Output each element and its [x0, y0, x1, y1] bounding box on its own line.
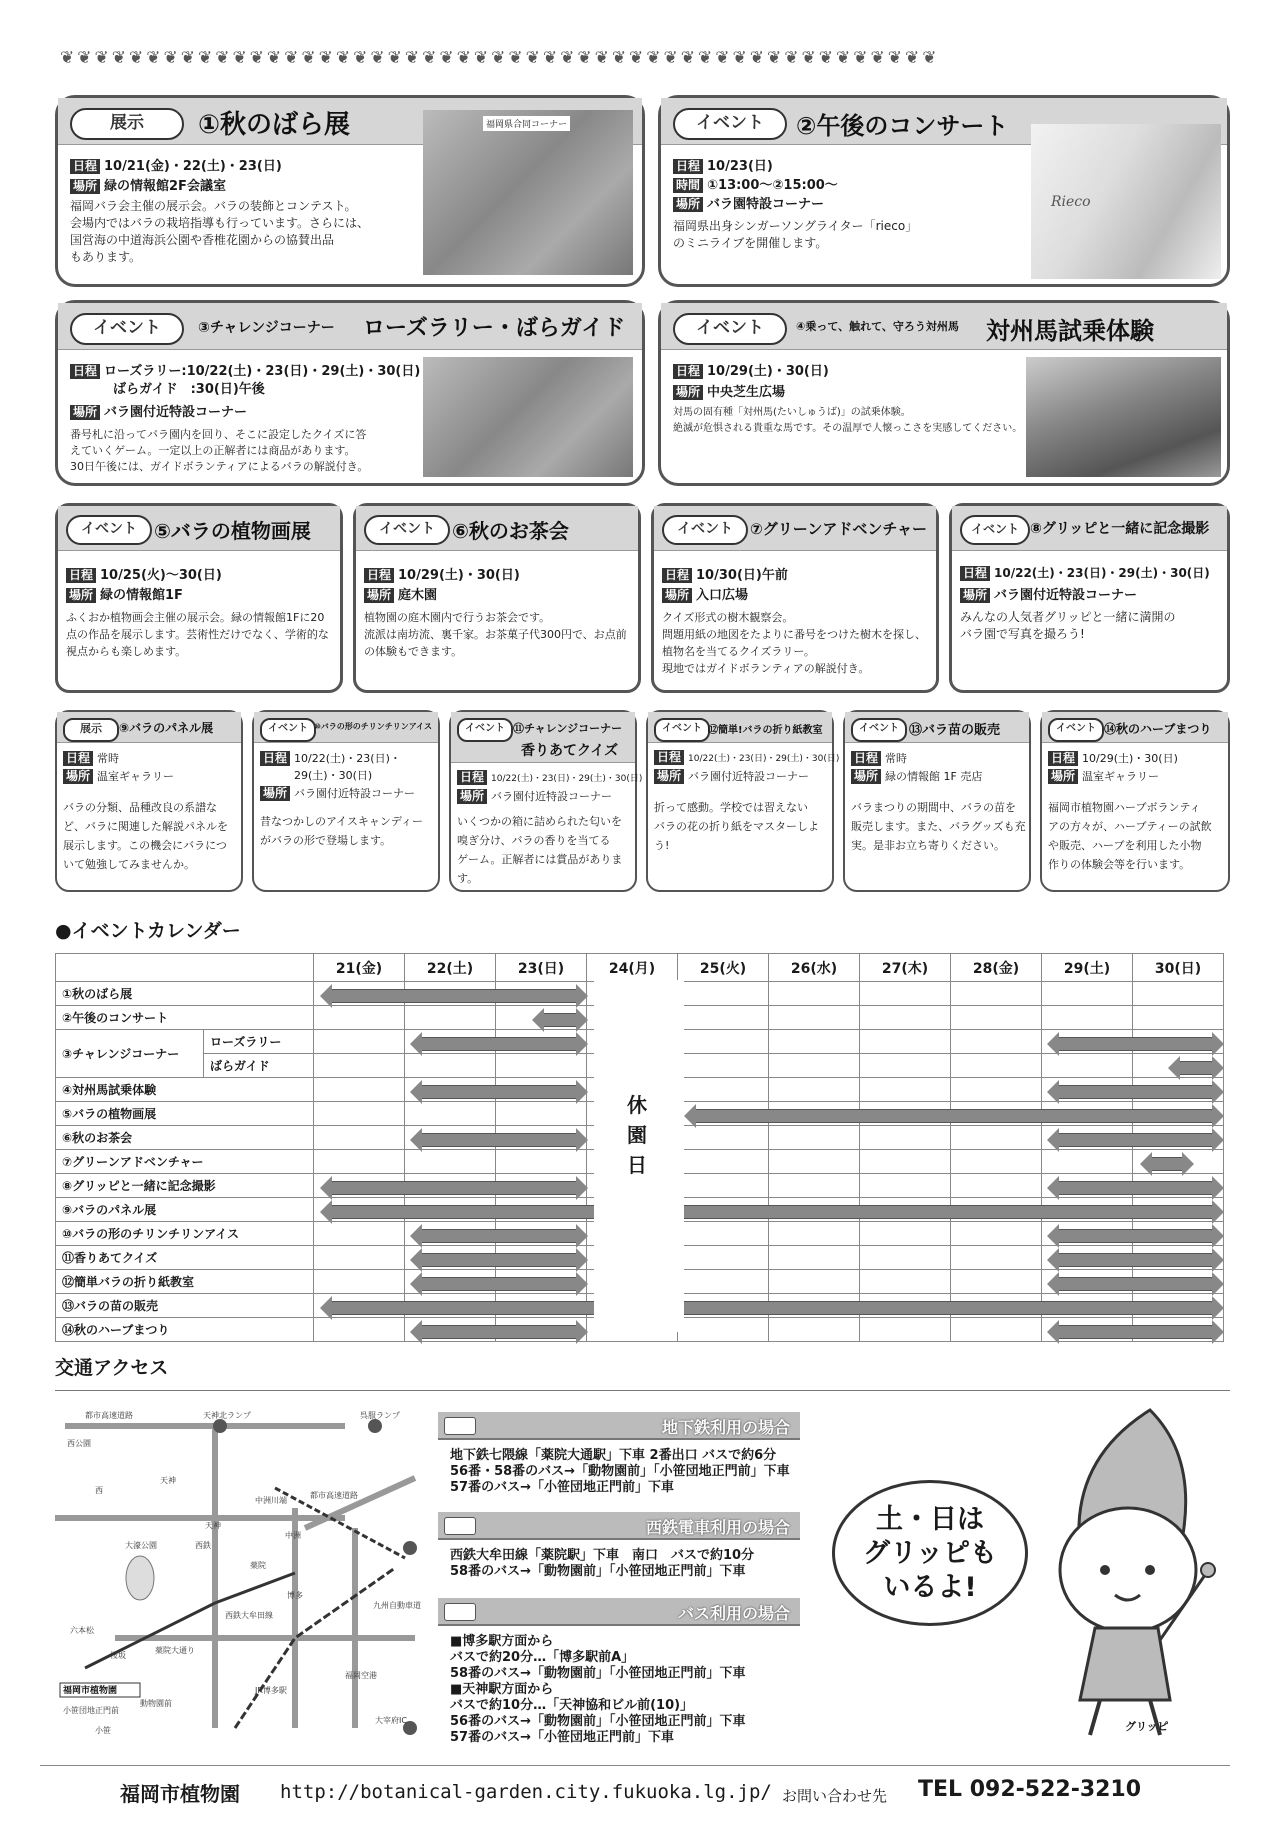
label-place: 場所 — [70, 405, 100, 420]
map-label: 大濠公園 — [125, 1541, 157, 1550]
span-arrow — [1059, 1181, 1212, 1195]
event-date: 10/22(土)・23(日)・ — [294, 752, 401, 765]
event-card-panel-exhibit — [55, 710, 243, 892]
event-tag: イベント — [960, 515, 1030, 545]
event-place: バラ園付近特設コーナー — [688, 770, 810, 783]
day-header: 22(土) — [405, 954, 496, 982]
map-label: 都市高速道路 — [85, 1411, 133, 1420]
event-card-rose-ice — [252, 710, 440, 892]
desc-line: う! — [654, 839, 670, 852]
label-date: 日程 — [260, 751, 290, 766]
desc-line: 作りの体験会等を行います。 — [1048, 858, 1191, 871]
calendar-row-label: ⑩バラの形のチリンチリンアイス — [56, 1222, 314, 1246]
footer-org: 福岡市植物園 — [120, 1782, 240, 1806]
event-title: 対州馬試乗体験 — [986, 317, 1154, 345]
span-arrow — [332, 989, 576, 1003]
closed-day-column — [594, 980, 684, 1332]
label-place: 場所 — [364, 588, 394, 603]
span-arrow — [696, 1109, 1212, 1123]
event-card-autumn-rose-exhibit — [55, 95, 645, 287]
map-label: 西 — [95, 1486, 103, 1495]
band-title: 西鉄電車利用の場合 — [645, 1518, 790, 1537]
map-label: JR博多駅 — [255, 1686, 287, 1695]
band-title: 地下鉄利用の場合 — [661, 1418, 790, 1437]
label-time: 時間 — [673, 178, 703, 193]
event-date: 10/25(火)〜30(日) — [100, 568, 222, 583]
span-arrow — [332, 1301, 1212, 1315]
calendar-row-label: ⑤バラの植物画展 — [56, 1102, 314, 1126]
desc-line: 昔なつかしのアイスキャンディー — [260, 815, 424, 828]
event-place: 緑の情報館2F会議室 — [104, 179, 226, 194]
access-line: ■天神駅方面から — [450, 1682, 554, 1697]
event-card-herb-festival — [1040, 710, 1230, 892]
map-label: 大宰府IC — [375, 1716, 407, 1725]
band-title: バス利用の場合 — [677, 1604, 790, 1623]
event-tag: イベント — [1048, 718, 1104, 742]
desc-line: 30日午後には、ガイドボランティアによるバラの解説付き。 — [70, 460, 369, 473]
map-label: 薬院大通り — [155, 1646, 195, 1655]
band-subway — [438, 1412, 800, 1440]
calendar-row-label: ③チャレンジコーナー — [56, 1030, 204, 1078]
day-header: 26(水) — [769, 954, 860, 982]
access-map — [55, 1408, 421, 1738]
desc-line: 福岡市植物園ハーブボランティ — [1048, 801, 1201, 814]
label-place: 場所 — [673, 197, 703, 212]
day-header: 28(金) — [951, 954, 1042, 982]
desc-line: 番号札に沿ってバラ園内を回り、そこに設定したクイズに答 — [70, 428, 367, 441]
event-place: バラ園付近特設コーナー — [994, 588, 1138, 603]
desc-line: バラの花の折り紙をマスターしよ — [654, 820, 819, 833]
label-date: 日程 — [70, 159, 100, 174]
event-tag: イベント — [457, 718, 513, 742]
event-place: 緑の情報館 1F 売店 — [885, 770, 983, 783]
access-heading: 交通アクセス — [55, 1357, 169, 1379]
label-date: 日程 — [364, 568, 394, 583]
label-date: 日程 — [960, 566, 990, 581]
map-label: 福岡空港 — [345, 1671, 377, 1680]
desc-line: ふくおか植物画会主催の展示会。緑の情報館1Fに20 — [66, 611, 325, 624]
event-date: 10/29(土)・30(日) — [398, 568, 520, 583]
desc-line: えていくゲーム。一定以上の正解者には商品があります。 — [70, 444, 356, 457]
event-tag: イベント — [260, 718, 316, 742]
event-tag: イベント — [364, 515, 450, 545]
access-line: 56番・58番のバス→「動物園前」「小笹団地正門前」下車 — [450, 1464, 790, 1479]
map-label: 小笹 — [95, 1726, 111, 1735]
desc-line: 点の作品を展示します。芸術性だけでなく、学術的な — [66, 628, 329, 641]
band-bus — [438, 1598, 800, 1626]
span-arrow — [422, 1325, 576, 1339]
map-label: 天神 — [160, 1476, 176, 1485]
calendar-row-label: ⑭秋のハーブまつり — [56, 1318, 314, 1342]
calendar-row-label: ⑨バラのパネル展 — [56, 1198, 314, 1222]
photo-rose-rally — [423, 357, 633, 477]
event-place: バラ園付近特設コーナー — [491, 790, 613, 803]
event-date: 10/30(日)午前 — [696, 568, 788, 583]
label-place: 場所 — [960, 588, 990, 603]
calendar-row-label: ⑫簡単バラの折り紙教室 — [56, 1270, 314, 1294]
span-arrow — [1059, 1253, 1212, 1267]
desc-line: 販売します。また、バラグッズも充 — [851, 820, 1026, 833]
access-line: 西鉄大牟田線「薬院駅」下車 南口 バスで約10分 — [450, 1548, 755, 1563]
span-arrow — [1059, 1085, 1212, 1099]
event-tag: イベント — [673, 108, 787, 140]
label-date: 日程 — [851, 751, 881, 766]
subway-icon — [444, 1417, 476, 1435]
span-arrow — [422, 1133, 576, 1147]
span-arrow — [332, 1205, 1212, 1219]
event-title-2: 香りあてクイズ — [521, 743, 619, 759]
event-card-green-adventure — [651, 503, 939, 693]
calendar-row-label: ④対州馬試乗体験 — [56, 1078, 314, 1102]
map-label: 桜坂 — [110, 1651, 126, 1660]
span-arrow — [1059, 1277, 1212, 1291]
desc-line: 対馬の固有種「対州馬(たいしゅうば)」の試乗体験。 — [673, 407, 911, 418]
desc-line: バラ園で写真を撮ろう! — [960, 627, 1085, 641]
label-place: 場所 — [70, 179, 100, 194]
event-title: ⑥秋のお茶会 — [452, 519, 569, 543]
bus-icon — [444, 1603, 476, 1621]
map-label-garden: 福岡市植物園 — [63, 1686, 118, 1696]
span-arrow — [1059, 1133, 1212, 1147]
footer-contact-label: お問い合わせ先 — [782, 1787, 888, 1805]
span-arrow — [1059, 1229, 1212, 1243]
label-date: 日程 — [70, 364, 100, 379]
label-place: 場所 — [457, 789, 487, 804]
event-card-botanical-art — [55, 503, 343, 693]
label-place: 場所 — [654, 769, 684, 784]
event-card-photo-with-grippy — [949, 503, 1230, 693]
label-place: 場所 — [673, 385, 703, 400]
decorative-border: ❦❦❦❦❦❦❦❦❦❦❦❦❦❦❦❦❦❦❦❦❦❦❦❦❦❦❦❦❦❦❦❦❦❦❦❦❦❦❦❦❦❦❦❦❦❦❦❦❦❦❦ — [60, 48, 940, 68]
band-nishitetsu — [438, 1512, 800, 1540]
map-label: 小笹団地正門前 — [63, 1706, 119, 1715]
event-card-origami — [646, 710, 840, 892]
event-card-tea-party — [353, 503, 641, 693]
desc-line: のミニライブを開催します。 — [673, 236, 828, 250]
span-arrow — [1180, 1061, 1212, 1075]
label-date: 日程 — [662, 568, 692, 583]
map-label: 天神 — [205, 1521, 221, 1530]
grippy-mascot-icon — [1010, 1400, 1220, 1745]
closed-day-label: 休園日 — [627, 1093, 647, 1177]
desc-line: 絶滅が危惧される貴重な馬です。その温厚で人懐っこさを実感してください。 — [673, 423, 1023, 434]
event-date-guide: ばらガイド :30(日)午後 — [113, 382, 265, 397]
access-line: 58番のバス→「動物園前」「小笹団地正門前」下車 — [450, 1564, 746, 1579]
event-tag: イベント — [673, 313, 787, 345]
span-arrow — [422, 1277, 576, 1291]
footer-url-link[interactable]: http://botanical-garden.city.fukuoka.lg.jp/ — [280, 1781, 772, 1803]
speech-bubble — [832, 1480, 1028, 1626]
desc-line: 国営海の中道海浜公園や香椎花園からの協賛出品 — [70, 233, 335, 247]
event-tag: イベント — [654, 718, 710, 742]
event-date: 10/29(土)・30(日) — [707, 364, 829, 379]
event-date: 常時 — [885, 752, 908, 765]
desc-line: いくつかの箱に詰められた匂いを — [457, 815, 622, 828]
desc-line: や販売、ハーブを利用した小物 — [1048, 839, 1202, 852]
span-arrow — [544, 1013, 576, 1027]
span-arrow — [1152, 1157, 1182, 1171]
event-place: 緑の情報館1F — [100, 588, 183, 603]
calendar-row-label: ⑪香りあてクイズ — [56, 1246, 314, 1270]
calendar-row-label: ②午後のコンサート — [56, 1006, 314, 1030]
map-label: 九州自動車道 — [373, 1601, 421, 1610]
event-card-afternoon-concert — [658, 95, 1230, 287]
event-time: ①13:00〜②15:00〜 — [707, 178, 838, 193]
desc-line: 福岡県出身シンガーソングライター「rieco」 — [673, 219, 918, 233]
event-title: ⑩バラの形のチリンチリンアイス — [314, 722, 432, 731]
event-title: ⑪チャレンジコーナー — [513, 722, 623, 735]
day-header: 23(日) — [496, 954, 587, 982]
access-text — [450, 1548, 754, 1580]
train-icon — [444, 1517, 476, 1535]
map-label: 西鉄大牟田線 — [225, 1611, 273, 1620]
map-label: 西公園 — [67, 1439, 91, 1448]
event-place: 庭木園 — [398, 588, 438, 603]
bubble-line: 土・日は — [876, 1504, 984, 1535]
event-title: ⑭秋のハーブまつり — [1104, 722, 1212, 736]
calendar-row-label: ⑬バラの苗の販売 — [56, 1294, 314, 1318]
event-date: ローズラリー:10/22(土)・23(日)・29(土)・30(日) — [104, 364, 421, 379]
event-title: ⑧グリッピと一緒に記念撮影 — [1030, 521, 1210, 537]
desc-line: 展示します。この機会にバラにつ — [63, 839, 227, 852]
label-place: 場所 — [851, 769, 881, 784]
photo-text: Rieco — [1051, 194, 1091, 210]
calendar-row-label: ⑧グリッピと一緒に記念撮影 — [56, 1174, 314, 1198]
map-label: 六本松 — [70, 1626, 94, 1635]
bubble-line: グリッピも — [863, 1538, 997, 1569]
event-title: ⑨バラのパネル展 — [119, 721, 214, 735]
event-place: バラ園特設コーナー — [707, 197, 825, 212]
desc-line: ゲーム。正解者には賞品がありま — [457, 853, 623, 866]
desc-line: クイズ形式の樹木観察会。 — [662, 611, 794, 624]
desc-line: 現地ではガイドボランティアの解説付き。 — [662, 662, 870, 675]
span-arrow — [1059, 1037, 1212, 1051]
event-tag: イベント — [66, 515, 152, 545]
desc-line: 折って感動。学校では習えない — [654, 801, 808, 814]
day-header: 25(火) — [678, 954, 769, 982]
desc-line: バラの分類、品種改良の系譜な — [63, 801, 217, 814]
day-header: 30(日) — [1133, 954, 1224, 982]
label-date: 日程 — [66, 568, 96, 583]
map-label: 中洲 — [285, 1531, 301, 1540]
event-date: 10/22(土)・23(日)・29(土)・30(日) — [688, 754, 840, 764]
desc-line: みんなの人気者グリッピと一緒に満開の — [960, 610, 1176, 624]
span-arrow — [422, 1253, 576, 1267]
span-arrow — [332, 1181, 576, 1195]
label-place: 場所 — [63, 769, 93, 784]
access-text — [450, 1448, 790, 1496]
event-place: バラ園付近特設コーナー — [104, 405, 248, 420]
event-title: ⑬バラ苗の販売 — [909, 723, 1001, 738]
calendar-heading: ●イベントカレンダー — [55, 920, 241, 942]
label-date: 日程 — [673, 364, 703, 379]
event-date: 常時 — [97, 752, 120, 765]
label-date: 日程 — [654, 750, 684, 765]
access-text — [450, 1634, 745, 1746]
label-date: 日程 — [1048, 751, 1078, 766]
access-line: 58番のバス→「動物園前」「小笹団地正門前」下車 — [450, 1666, 746, 1681]
calendar-corner — [56, 954, 314, 982]
event-date-2: 29(土)・30(日) — [294, 769, 373, 782]
desc-line: 実。是非お立ち寄りください。 — [851, 839, 1005, 852]
event-title: ⑦グリーンアドベンチャー — [750, 520, 927, 538]
desc-line: アの方々が、ハーブティーの試飲 — [1048, 820, 1212, 833]
event-title: ⑫簡単!バラの折り紙教室 — [708, 725, 823, 736]
event-date: 10/22(土)・23(日)・29(土)・30(日) — [994, 566, 1210, 580]
event-place: 入口広場 — [696, 588, 749, 603]
map-label: 博多 — [287, 1591, 303, 1600]
calendar-subrow-label: ばらガイド — [204, 1054, 314, 1078]
desc-line: いて勉強してみませんか。 — [63, 858, 195, 871]
label-place: 場所 — [260, 786, 290, 801]
event-title-small: ③チャレンジコーナー — [198, 320, 335, 336]
desc-line: がバラの形で登場します。 — [260, 834, 392, 847]
calendar-header-row — [56, 954, 1224, 982]
map-graphic — [55, 1408, 421, 1738]
access-line: ■博多駅方面から — [450, 1634, 554, 1649]
desc-line: す。 — [457, 872, 479, 885]
event-place: 温室ギャラリー — [1082, 770, 1160, 783]
event-place: 温室ギャラリー — [97, 770, 175, 783]
calendar-subrow-label: ローズラリー — [204, 1030, 314, 1054]
map-label: 都市高速道路 — [310, 1491, 358, 1500]
access-line: 57番のバス→「小笹団地正門前」下車 — [450, 1730, 674, 1745]
day-header: 29(土) — [1042, 954, 1133, 982]
event-title-small: ④乗って、触れて、守ろう対州馬 — [796, 320, 959, 333]
desc-line: 植物名を当てるクイズラリー。 — [662, 645, 815, 658]
event-tag: イベント — [70, 313, 184, 345]
label-place: 場所 — [66, 588, 96, 603]
event-place: 中央芝生広場 — [707, 385, 786, 400]
span-arrow — [422, 1085, 576, 1099]
desc-line: の体験もできます。 — [364, 645, 463, 658]
event-tag: イベント — [851, 718, 907, 742]
event-card-horse-riding — [658, 300, 1230, 486]
access-line: 57番のバス→「小笹団地正門前」下車 — [450, 1480, 674, 1495]
calendar-row-label: ①秋のばら展 — [56, 982, 314, 1006]
map-label: 西鉄 — [195, 1541, 211, 1550]
event-title: ②午後のコンサート — [796, 112, 1009, 140]
label-date: 日程 — [673, 159, 703, 174]
bubble-line: いるよ! — [883, 1572, 977, 1603]
label-place: 場所 — [1048, 769, 1078, 784]
footer-divider — [40, 1765, 1230, 1766]
desc-line: バラまつりの期間中、バラの苗を — [851, 801, 1016, 814]
event-tag: イベント — [662, 515, 748, 545]
map-label: 呉服ランプ — [360, 1411, 400, 1420]
span-arrow — [1059, 1325, 1212, 1339]
map-label: 中洲川端 — [255, 1496, 287, 1505]
desc-line: 視点からも楽しめます。 — [66, 645, 187, 658]
footer-tel: TEL 092-522-3210 — [918, 1777, 1142, 1802]
map-label: 天神北ランプ — [203, 1411, 251, 1420]
calendar-row-label: ⑦グリーンアドベンチャー — [56, 1150, 314, 1174]
photo-rieco — [1031, 124, 1221, 279]
event-title: ローズラリー・ばらガイド — [363, 316, 626, 341]
access-line: 56番のバス→「動物園前」「小笹団地正門前」下車 — [450, 1714, 746, 1729]
span-arrow — [422, 1229, 576, 1243]
event-date: 10/23(日) — [707, 159, 773, 174]
label-place: 場所 — [662, 588, 692, 603]
desc-line: もあります。 — [70, 250, 142, 264]
day-header: 21(金) — [314, 954, 405, 982]
event-card-rose-rally — [55, 300, 645, 486]
desc-line: 会場内ではバラの栽培指導も行っています。さらには、 — [70, 216, 370, 230]
desc-line: 流派は南坊流、裏千家。お茶菓子代300円で、お点前 — [364, 628, 627, 641]
label-date: 日程 — [63, 751, 93, 766]
span-arrow — [422, 1037, 576, 1051]
desc-line: 植物園の庭木園内で行うお茶会です。 — [364, 611, 551, 624]
event-card-scent-quiz — [449, 710, 643, 892]
photo-caption: 福岡県合同コーナー — [483, 116, 570, 131]
event-place: バラ園付近特設コーナー — [294, 787, 416, 800]
access-divider — [55, 1390, 1230, 1391]
calendar-row-label: ⑥秋のお茶会 — [56, 1126, 314, 1150]
event-date: 10/22(土)・23(日)・29(土)・30(日) — [491, 774, 643, 784]
map-label: 動物園前 — [140, 1699, 172, 1708]
event-title: ⑤バラの植物画展 — [154, 519, 311, 543]
event-tag: 展示 — [63, 718, 119, 742]
access-line: バスで約20分…「博多駅前A」 — [450, 1650, 635, 1665]
event-tag: 展示 — [70, 108, 184, 140]
photo-horse — [1026, 357, 1221, 477]
mascot-name: グリッピ — [1125, 1720, 1169, 1733]
label-date: 日程 — [457, 770, 487, 785]
event-date: 10/29(土)・30(日) — [1082, 752, 1178, 765]
event-date: 10/21(金)・22(土)・23(日) — [104, 159, 282, 174]
desc-line: 問題用紙の地図をたよりに番号をつけた樹木を探し、 — [662, 628, 926, 641]
event-title: ①秋のばら展 — [198, 110, 351, 140]
access-line: 地下鉄七隈線「薬院大通駅」下車 2番出口 バスで約6分 — [450, 1448, 777, 1463]
map-label: 薬院 — [250, 1561, 266, 1570]
access-line: バスで約10分…「天神協和ビル前(10)」 — [450, 1698, 694, 1713]
desc-line: 嗅ぎ分け、バラの香りを当てる — [457, 834, 611, 847]
day-header: 27(木) — [860, 954, 951, 982]
day-header: 24(月) — [587, 954, 678, 982]
photo-rose-exhibit — [423, 110, 633, 275]
desc-line: 福岡バラ会主催の展示会。バラの装飾とコンテスト。 — [70, 199, 357, 213]
event-card-seedling-sale — [843, 710, 1031, 892]
desc-line: ど、バラに関連した解説パネルを — [63, 820, 228, 833]
